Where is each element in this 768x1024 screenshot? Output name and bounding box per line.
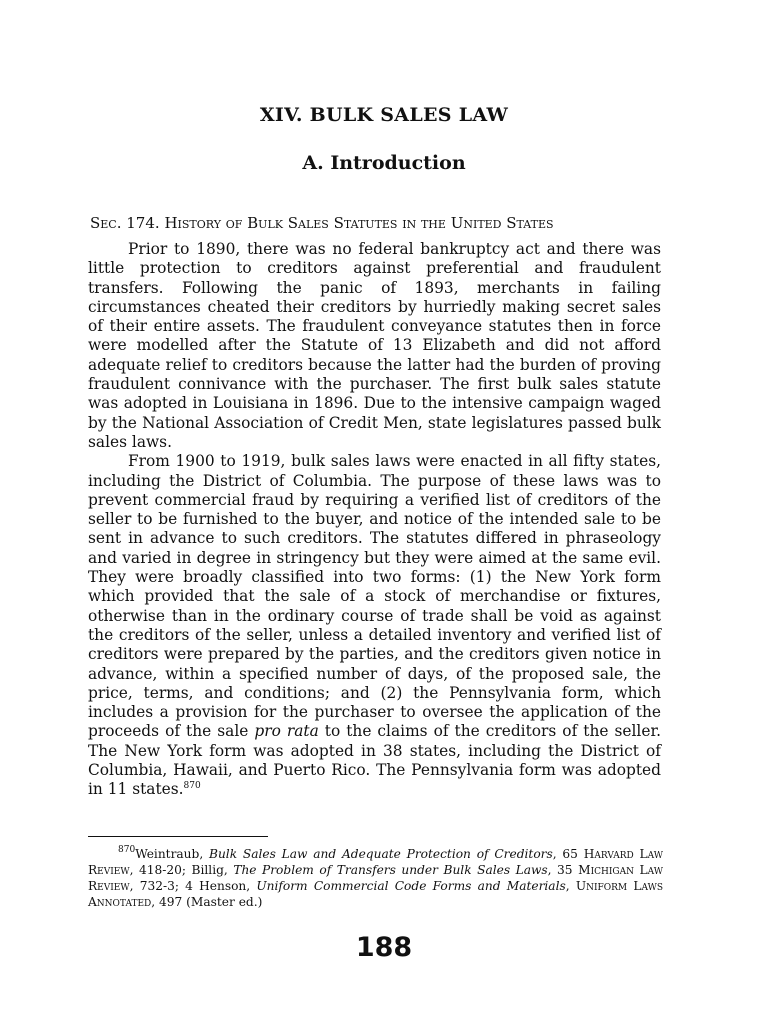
footnote-title-2: The Problem of Transfers under Bulk Sales Laws xyxy=(233,863,548,877)
footnote-cite-2-pre: , 35 xyxy=(547,863,579,877)
section-title: A. Introduction xyxy=(302,152,466,174)
footnote-cite-1-post: , 418-20; Billig, xyxy=(129,863,234,877)
footnote-cite-3-pre: , xyxy=(565,879,576,893)
footnote-cite-2-post: , 732-3; 4 Henson, xyxy=(129,879,257,893)
footnote-title-1: Bulk Sales Law and Adequate Protection of Creditors xyxy=(209,847,553,861)
paragraph-1: Prior to 1890, there was no federal bankruptcy act and there was little protection to creditors against preferential and fraudulent transfers. Following the panic of 1893, merchants in failing circumstances cheated their creditors by hurriedly making secret sales of their entire assets. The fraudulent conveyance statutes then in force were modelled after the Statute of 13 Elizabeth and did not afford adequate relief to creditors because the latter had the burden of proving fraudulent connivance with the purchaser. The first bulk sales statute was adopted in Louisiana in 1896. Due to the intensive campaign waged by the National Association of Credit Men, state legislatures passed bulk sales laws. xyxy=(88,240,661,451)
section-heading-title: History of Bulk Sales Statutes in the United States xyxy=(164,214,554,232)
footnote-journal-1: Harvard Law Review xyxy=(88,847,663,877)
chapter-title: XIV. BULK SALES LAW xyxy=(259,104,509,126)
paragraph-2 xyxy=(88,452,661,799)
page-number: 188 xyxy=(355,932,413,963)
footnote-journal-3: Uniform Laws Annotated xyxy=(88,879,664,909)
section-number: Sec. 174. xyxy=(90,214,160,232)
paragraph-2-part-2: to the claims of the creditors of the seller. The New York form was adopted in 38 states, including the District of Columbia, Hawaii, and Puerto Rico. The Pennsylvania form was adopted in 11 states. xyxy=(88,722,662,799)
footnote-cite-1-pre: , 65 xyxy=(552,847,584,861)
footnote-author: Weintraub, xyxy=(135,847,209,861)
footnote-divider xyxy=(88,836,268,837)
footnote-title-3: Uniform Commercial Code Forms and Materials xyxy=(256,879,566,893)
section-heading xyxy=(90,214,690,232)
footnote-journal-2: Michigan Law Review xyxy=(88,863,663,893)
footnote-870 xyxy=(88,846,663,910)
body-text xyxy=(88,240,661,800)
footnote-marker: 870 xyxy=(118,845,136,855)
footnote-reference[interactable]: 870 xyxy=(183,781,201,792)
paragraph-2-italic: pro rata xyxy=(254,722,319,741)
footnote-cite-3-post: , 497 (Master ed.) xyxy=(151,895,263,909)
paragraph-2-part-1: From 1900 to 1919, bulk sales laws were enacted in all fifty states, including the District of Columbia. The purpose of these laws was to prevent commercial fraud by requiring a verified list of creditors of the seller to be furnished to the buyer, and notice of the intended sale to be sent in advance to such creditors. The statutes differed in phraseology and varied in degree in stringency but they were aimed at the same evil. They were broadly classified into two forms: (1) the New York form which provided that the sale of a stock of merchandise or fixtures, otherwise than in the ordinary course of trade shall be void as against the creditors of the seller, unless a detailed inventory and verified list of creditors were prepared by the parties, and the creditors given notice in advance, within a specified number of days, of the proposed sale, the price, terms, and conditions; and (2) the Pennsylvania form, which includes a provision for the purchaser to oversee the application of the proceeds of the sale xyxy=(88,452,661,741)
